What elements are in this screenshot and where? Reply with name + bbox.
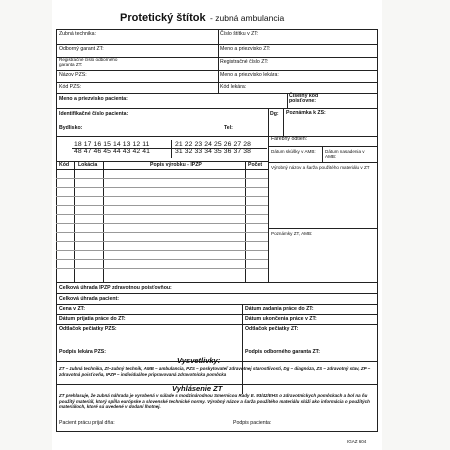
field-peciatka-pzs[interactable]: Odtlačok pečiatky PZS: [59, 326, 117, 332]
field-farebny-odtien[interactable]: Farebný odtieň: [271, 136, 308, 142]
field-datum-zadania[interactable]: Dátum zadania práce do ZT: [245, 306, 314, 312]
field-podpis-lekara[interactable]: Podpis lekára PZS: [59, 349, 106, 355]
field-dg[interactable]: Dg: [270, 111, 279, 117]
field-tel[interactable]: Tel: [224, 125, 233, 131]
field-zubna-technika[interactable]: Zubná technika: [59, 31, 96, 37]
field-meno-lekara[interactable]: Meno a priezvisko lekára: [220, 72, 279, 78]
field-datum-skusky[interactable]: Dátum skúšky v AMB: [271, 149, 316, 154]
vysvetlivky-text: ZT – zubná technika, Zt–zubný technik, AMB – ambulancia, PZS – poskytovateľ zdravotnej starostlivosti, Dg – diagnóza, ZS – zdravotný stav, ZP – zdravotná poisťovňa, IPZP – individuálne pripravovaná zdravotnícka pomôcka [59, 366, 371, 377]
field-ciselny-kod[interactable]: Číselný kód poisťovne: [289, 93, 319, 105]
field-reg-garanta[interactable]: Registračné číslo odborného garanta ZT: [59, 57, 118, 68]
field-kod-lekara[interactable]: Kód lekára: [220, 84, 247, 90]
field-cislo-stitku[interactable]: Číslo štítku v ZT: [220, 31, 259, 37]
field-podpis-garanta[interactable]: Podpis odborného garanta ZT: [245, 349, 320, 355]
field-meno-zt[interactable]: Meno a priezvisko ZT: [220, 46, 271, 52]
table-header-popis: Popis výrobku - IPZP [150, 162, 202, 168]
field-identifikacne-cislo[interactable]: Identifikačné číslo pacienta: [59, 111, 129, 117]
field-meno-pacienta[interactable]: Meno a priezvisko pacienta: [59, 96, 128, 102]
vyhlasenie-text: ZT prehlasuje, že zubná náhrada je vyrobená v súlade s modzinárodnou Smernicou Rady E. 93/42/EHS o zdravotníckych pomôckach a bol na ňu použitý materiál, ktorý spĺňa európske a slovenské technické normy. Výrobný názov a šarža použitého materiálu slúži ako informácia o použitých materiáloch, ktoré sú uvedené v dodaní lhotnej. [59, 393, 370, 410]
title-sub: - zubná ambulancia [210, 13, 285, 23]
table-header-kod: Kód [59, 162, 70, 168]
field-poznamky-zt[interactable]: Poznámky ZT, AMB: [271, 231, 313, 236]
field-pacient-prijal[interactable]: Pacient prácu prijal dňa: [59, 420, 115, 426]
field-datum-prijatia[interactable]: Dátum prijatia práce do ZT: [59, 316, 126, 322]
form-title [120, 9, 284, 25]
field-reg-zt[interactable]: Registračné číslo ZT: [220, 59, 269, 65]
field-poznamka-zs[interactable]: Poznámka k ZS: [286, 110, 326, 116]
field-podpis-pacienta[interactable]: Podpis pacienta: [233, 420, 272, 426]
field-peciatka-zt[interactable]: Odtlačok pečiatky ZT: [245, 326, 299, 332]
field-cena-zt[interactable]: Cena v ZT: [59, 306, 85, 312]
vysvetlivky-title: Vysvetlivky: [177, 356, 221, 365]
teeth-upper-right[interactable]: 21 22 23 24 25 26 27 28 [175, 141, 252, 148]
field-celkova-pacient[interactable]: Celková úhrada pacient: [59, 296, 119, 302]
form-code: IGAZ 604 [347, 439, 367, 444]
field-vyrobny-nazov[interactable]: Výrobný názov a šarža použitého materiálu v ZT [271, 165, 370, 170]
prosthetic-label-form [52, 0, 382, 450]
teeth-lower-right[interactable]: 31 32 33 34 35 36 37 38 [175, 148, 252, 155]
teeth-upper-left[interactable]: 18 17 16 15 14 13 12 11 [74, 141, 150, 148]
field-bydlisko[interactable]: Bydlisko: [59, 125, 83, 131]
title-main: Protetický štítok [120, 12, 206, 24]
vyhlasenie-title: Vyhlásenie ZT [172, 384, 223, 393]
field-datum-nasadenia[interactable]: Dátum nasadenia v AMB: [325, 149, 365, 160]
field-nazov-pzs[interactable]: Názov PZS: [59, 72, 87, 78]
teeth-lower-left[interactable]: 48 47 46 45 44 43 42 41 [74, 148, 151, 155]
field-datum-ukoncenia[interactable]: Dátum ukončenia práce v ZT: [245, 316, 317, 322]
field-celkova-ipzp[interactable]: Celková úhrada IPZP zdravotnou poisťovňou: [59, 285, 172, 291]
field-odborny-garant[interactable]: Odborný garant ZT: [59, 46, 104, 52]
field-kod-pzs[interactable]: Kód PZS: [59, 84, 82, 90]
table-header-lokacia: Lokácia [78, 162, 98, 168]
table-header-pocet: Počet [248, 162, 263, 168]
